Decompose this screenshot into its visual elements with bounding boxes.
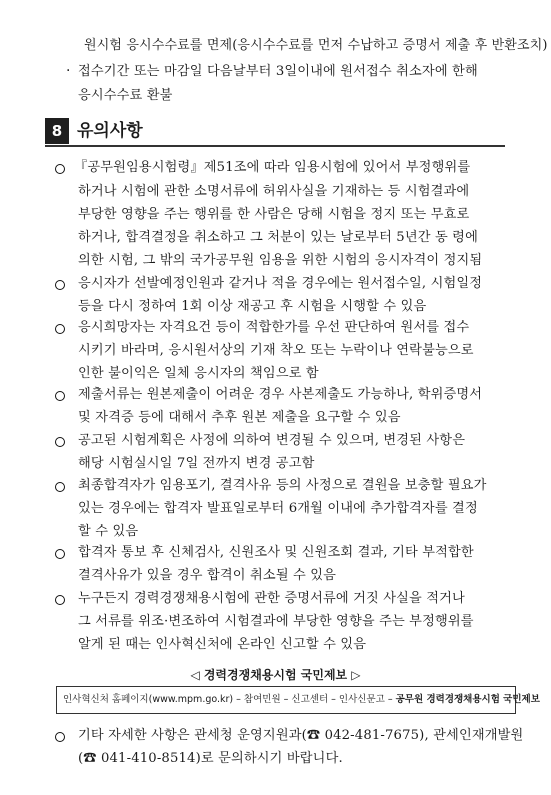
section-title: 유의사항 (77, 121, 143, 141)
item-line: 부당한 영향을 주는 행위를 한 사람은 당해 시험을 정지 또는 무효로 (78, 207, 470, 222)
intro-line-1: 원시험 응시수수료를 면제(응시수수료를 먼저 수납하고 증명서 제출 후 반환조치) (84, 38, 548, 53)
item-line: 결격사유가 있을 경우 합격이 취소될 수 있음 (78, 568, 337, 583)
item-line: 합격자 통보 후 신체검사, 신원조사 및 신원조회 결과, 기타 부적합한 (78, 545, 474, 560)
item-line: 및 자격증 등에 대해서 추후 원본 제출을 요구할 수 있음 (78, 410, 401, 425)
report-path-prefix: 인사혁신처 홈페이지(www.mpm.go.kr) – 참여민원 – 신고센터 – 인사신문고 – (63, 694, 393, 705)
item-line: 최종합격자가 임용포기, 결격사유 등의 사정으로 결원을 보충할 필요가 (78, 478, 487, 493)
circle-bullet-icon (55, 324, 65, 334)
footer-line-2: (☎ 041-410-8514)로 문의하시기 바랍니다. (78, 751, 343, 766)
intro-line-2: 접수기간 또는 마감일 다음날부터 3일이내에 원서접수 취소자에 한해 (78, 64, 478, 79)
circle-bullet-icon (55, 280, 65, 290)
item-line: 할 수 있음 (78, 524, 139, 539)
item-line: 응시희망자는 자격요건 등이 적합한가를 우선 판단하여 원서를 접수 (78, 320, 470, 335)
item-line: 제출서류는 원본제출이 어려운 경우 사본제출도 가능하나, 학위증명서 (78, 387, 483, 402)
intro-line-3: 응시수수료 환불 (78, 88, 173, 103)
circle-bullet-icon (55, 391, 65, 401)
item-line: 『공무원임용시험령』제51조에 따라 임용시험에 있어서 부정행위를 (74, 160, 471, 175)
item-line: 등을 다시 정하여 1회 이상 재공고 후 시험을 시행할 수 있음 (78, 299, 427, 314)
item-line: 의한 시험, 그 밖의 국가공무원 임용을 위한 시험의 응시자격이 정지됨 (78, 253, 483, 268)
item-line: 하거나, 합격결정을 취소하고 그 처분이 있는 날로부터 5년간 동 령에 (78, 230, 478, 245)
item-line: 인한 불이익은 일체 응시자의 책임으로 함 (78, 366, 319, 381)
item-line: 응시자가 선발예정인원과 같거나 적을 경우에는 원서접수일, 시험일정 (78, 276, 483, 291)
section-divider (45, 145, 505, 147)
footer-line-1: 기타 자세한 사항은 관세청 운영지원과(☎ 042-481-7675), 관세인재개발원 (78, 728, 524, 743)
item-line: 누구든지 경력경쟁채용시험에 관한 증명서류에 거짓 사실을 적거나 (78, 591, 465, 606)
circle-bullet-icon (55, 164, 65, 174)
item-line: 공고된 시험계획은 사정에 의하여 변경될 수 있으며, 변경된 사항은 (78, 433, 466, 448)
report-path-box (56, 686, 540, 714)
circle-bullet-icon (55, 482, 65, 492)
item-line: 해당 시험실시일 7일 전까지 변경 공고함 (78, 456, 315, 471)
section-number: 8 (45, 118, 69, 144)
circle-bullet-icon (55, 732, 65, 742)
circle-bullet-icon (55, 595, 65, 605)
report-title: ◁ 경력경쟁채용시험 국민제보 ▷ (190, 668, 361, 682)
item-line: 알게 된 때는 인사혁신처에 온라인 신고할 수 있음 (78, 637, 367, 652)
item-line: 하거나 시험에 관한 소명서류에 허위사실을 기재하는 등 시험결과에 (78, 184, 470, 199)
item-line: 있는 경우에는 합격자 발표일로부터 6개월 이내에 추가합격자를 결정 (78, 501, 478, 516)
circle-bullet-icon (55, 549, 65, 559)
item-line: 그 서류를 위조·변조하여 시험결과에 부당한 영향을 주는 부정행위를 (78, 614, 474, 629)
circle-bullet-icon (55, 437, 65, 447)
intro-bullet: · (66, 63, 71, 79)
report-path-last: 공무원 경력경쟁채용시험 국민제보 (395, 694, 540, 705)
item-line: 시키기 바라며, 응시원서상의 기재 착오 또는 누락이나 연락불능으로 (78, 343, 474, 358)
